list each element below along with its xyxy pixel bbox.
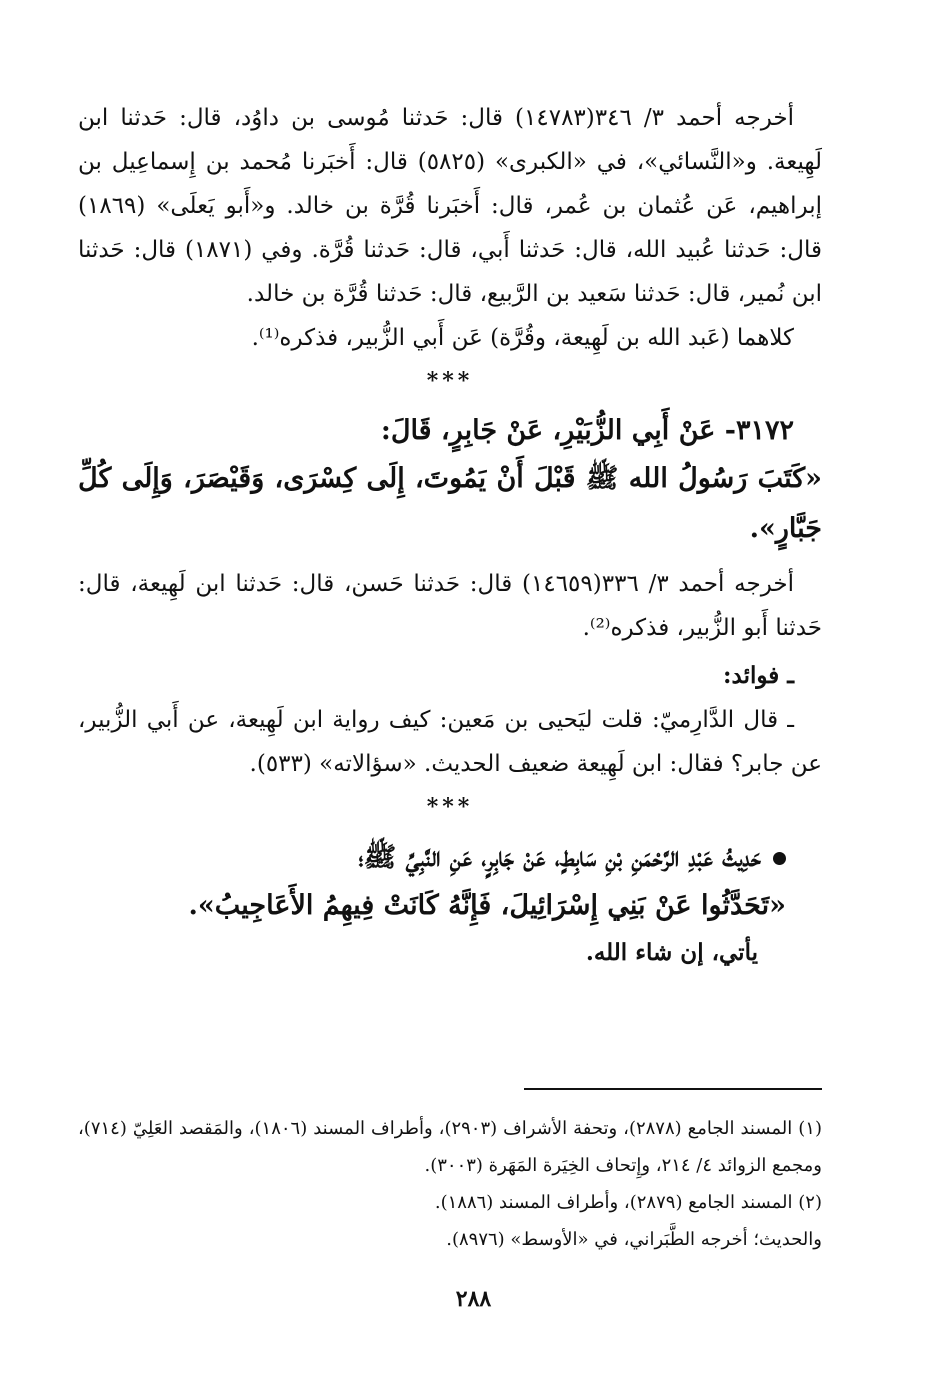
hadith-text: «كَتَبَ رَسُولُ الله ﷺ قَبْلَ أَنْ يَمُوتَ، إِلَى كِسْرَى، وَقَيْصَرَ، وَإِلَى كُلِّ جَبَّارٍ».	[78, 463, 822, 544]
footnote-1: (١) المسند الجامع (٢٨٧٨)، وتحفة الأشراف (٢٩٠٣)، وأطراف المسند (١٨٠٦)، والمَقصد العَلِيّ (٧١٤)، ومجمع الزوائد ٤/ ٢١٤، وإِتحاف الخِيَرة المَهَرة (٣٠٠٣).	[78, 1118, 822, 1176]
bullet-hadith-text: حَدِيثُ عَبْدِ الرَّحْمَنِ بْنِ سَابِطٍ، عَنْ جَابِرٍ، عَنِ النَّبِيِّ ﷺ؛	[358, 842, 761, 873]
bullet-note: يأتي، إن شاء الله.	[585, 939, 758, 966]
takhrij-paragraph-2: كلاهما (عَبد الله بن لَهِيعة، وقُرَّة) عَن أَبي الزُّبير، فذكره⁽¹⁾.	[251, 325, 794, 351]
page-number: ٢٨٨	[455, 1286, 492, 1312]
takhrij-paragraph-3: أخرجه أحمد ٣/ ٣٣٦(١٤٦٥٩) قال: حَدثنا حَسن، قال: حَدثنا ابن لَهِيعة، قال: حَدثنا أَبو الزُّبير، فذكره⁽²⁾.	[78, 571, 822, 641]
hadith-number-line: ٣١٧٢- عَنْ أَبِي الزُّبَيْرِ، عَنْ جَابِرٍ، قَالَ:	[380, 415, 794, 446]
fawaid-text: ـ قال الدَّارِميّ: قلت ليَحيى بن مَعين: كيف رواية ابن لَهِيعة، عن أَبي الزُّبير، عن جابر؟ فقال: ابن لَهِيعة ضعيف الحديث. «سؤالاته» (٥٣٣).	[78, 707, 822, 777]
takhrij-paragraph-1: أخرجه أحمد ٣/ ٣٤٦(١٤٧٨٣) قال: حَدثنا مُوسى بن داوُد، قال: حَدثنا ابن لَهِيعة. و«النَّسائي»، في «الكبرى» (٥٨٢٥) قال: أَخبَرنا مُحمد بن إِسماعِيل بن إبراهيم، عَن عُثمان بن عُمر، قال: أَخبَرنا قُرَّة بن خالد. و«أَبو يَعلَى» (١٨٦٩) قال: حَدثنا عُبيد الله، قال: حَدثنا أَبي، قال: حَدثنا قُرَّة. وفي (١٨٧١) قال: حَدثنا ابن نُمير، قال: حَدثنا سَعيد بن الرَّبيع، قال: حَدثنا قُرَّة بن خالد.	[78, 105, 823, 307]
bullet-icon	[773, 852, 786, 865]
footnote-divider	[524, 1088, 822, 1090]
footnotes	[78, 1110, 822, 1258]
bullet-quote: «تَحَدَّثُوا عَنْ بَنِي إِسْرَائِيلَ، فَإِنَّهُ كَانَتْ فِيهِمُ الأَعَاجِيبُ».	[188, 890, 786, 921]
footnote-2: (٢) المسند الجامع (٢٨٧٩)، وأطراف المسند (١٨٨٦).	[434, 1192, 822, 1213]
bullet-hadith-line	[78, 834, 786, 882]
cross-reference-block	[78, 834, 786, 976]
footnote-2-continuation: والحديث؛ أخرجه الطَّبَراني، في «الأوسط» (٨٩٧٦).	[446, 1229, 822, 1250]
section-separator-2: ***	[426, 794, 474, 820]
fawaid-heading: ـ فوائد:	[723, 662, 794, 689]
section-separator: ***	[426, 368, 474, 394]
